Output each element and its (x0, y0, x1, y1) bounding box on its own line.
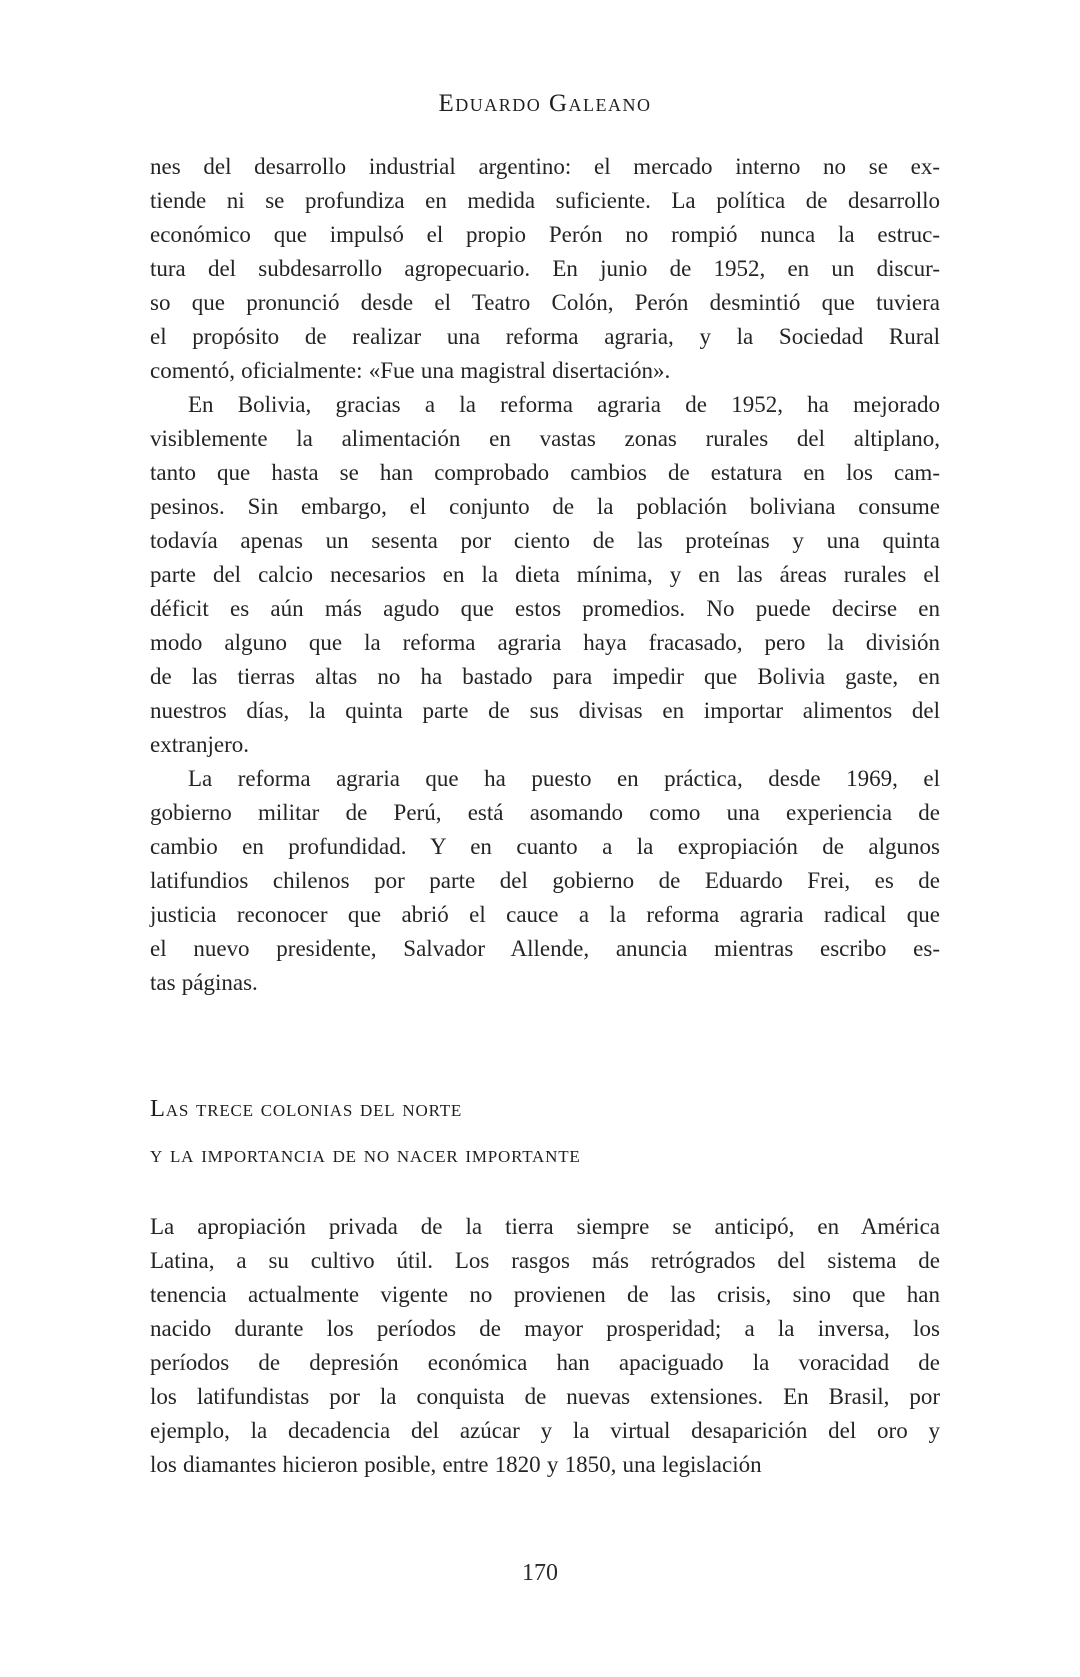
page-number: 170 (522, 1560, 558, 1586)
paragraph-line: económico que impulsó el propio Perón no rompió nunca la estruc- (150, 222, 940, 247)
paragraph (150, 150, 940, 388)
paragraph-line: nacido durante los períodos de mayor prosperidad; a la inversa, los (150, 1316, 940, 1341)
paragraph-line: modo alguno que la reforma agraria haya fracasado, pero la división (150, 630, 940, 655)
paragraph-line: el nuevo presidente, Salvador Allende, anuncia mientras escribo es- (150, 936, 940, 961)
paragraph-line: de las tierras altas no ha bastado para impedir que Bolivia gaste, en (150, 664, 940, 689)
section-heading (150, 1086, 940, 1178)
text-block (150, 150, 940, 1482)
paragraph-line: el propósito de realizar una reforma agraria, y la Sociedad Rural (150, 324, 940, 349)
section-heading-line: y la importancia de no nacer importante (150, 1141, 581, 1168)
paragraph-line: La reforma agraria que ha puesto en práctica, desde 1969, el (188, 766, 940, 791)
paragraph-line: los latifundistas por la conquista de nuevas extensiones. En Brasil, por (150, 1384, 940, 1409)
paragraph-line: todavía apenas un sesenta por ciento de las proteínas y una quinta (150, 528, 940, 553)
paragraph-line: ejemplo, la decadencia del azúcar y la virtual desaparición del oro y (150, 1418, 940, 1443)
paragraph-line: justicia reconocer que abrió el cauce a la reforma agraria radical que (150, 902, 940, 927)
paragraph-line: nes del desarrollo industrial argentino: el mercado interno no se ex- (150, 154, 940, 179)
paragraph-line: visiblemente la alimentación en vastas zonas rurales del altiplano, (150, 426, 940, 451)
section-heading-line: Las trece colonias del norte (150, 1095, 463, 1122)
paragraph-line: cambio en profundidad. Y en cuanto a la expropiación de algunos (150, 834, 940, 859)
paragraph-line: tura del subdesarrollo agropecuario. En junio de 1952, en un discur- (150, 256, 940, 281)
paragraph (150, 762, 940, 1000)
paragraph (150, 388, 940, 762)
paragraph (150, 1210, 940, 1482)
paragraph-line: En Bolivia, gracias a la reforma agraria de 1952, ha mejorado (188, 392, 940, 417)
paragraph-line: períodos de depresión económica han apaciguado la voracidad de (150, 1350, 940, 1375)
paragraph-line: Latina, a su cultivo útil. Los rasgos más retrógrados del sistema de (150, 1248, 940, 1273)
paragraph-line: parte del calcio necesarios en la dieta mínima, y en las áreas rurales el (150, 562, 940, 587)
paragraph-line: nuestros días, la quinta parte de sus divisas en importar alimentos del (150, 698, 940, 723)
paragraph-line: tanto que hasta se han comprobado cambios de estatura en los cam- (150, 460, 940, 485)
paragraph-line: gobierno militar de Perú, está asomando como una experiencia de (150, 800, 940, 825)
paragraph-line: comentó, oficialmente: «Fue una magistral disertación». (150, 358, 671, 383)
paragraph-line: La apropiación privada de la tierra siempre se anticipó, en América (150, 1214, 940, 1239)
running-header: Eduardo Galeano (438, 90, 652, 117)
paragraph-line: pesinos. Sin embargo, el conjunto de la población boliviana consume (150, 494, 940, 519)
paragraph-line: tiende ni se profundiza en medida suficiente. La política de desarrollo (150, 188, 940, 213)
paragraph-line: déficit es aún más agudo que estos promedios. No puede decirse en (150, 596, 940, 621)
paragraph-line: tenencia actualmente vigente no provienen de las crisis, sino que han (150, 1282, 940, 1307)
paragraph-line: extranjero. (150, 732, 249, 757)
paragraph-line: so que pronunció desde el Teatro Colón, Perón desmintió que tuviera (150, 290, 940, 315)
paragraph-line: tas páginas. (150, 970, 258, 995)
paragraph-line: los diamantes hicieron posible, entre 1820 y 1850, una legislación (150, 1452, 762, 1477)
paragraph-line: latifundios chilenos por parte del gobierno de Eduardo Frei, es de (150, 868, 940, 893)
